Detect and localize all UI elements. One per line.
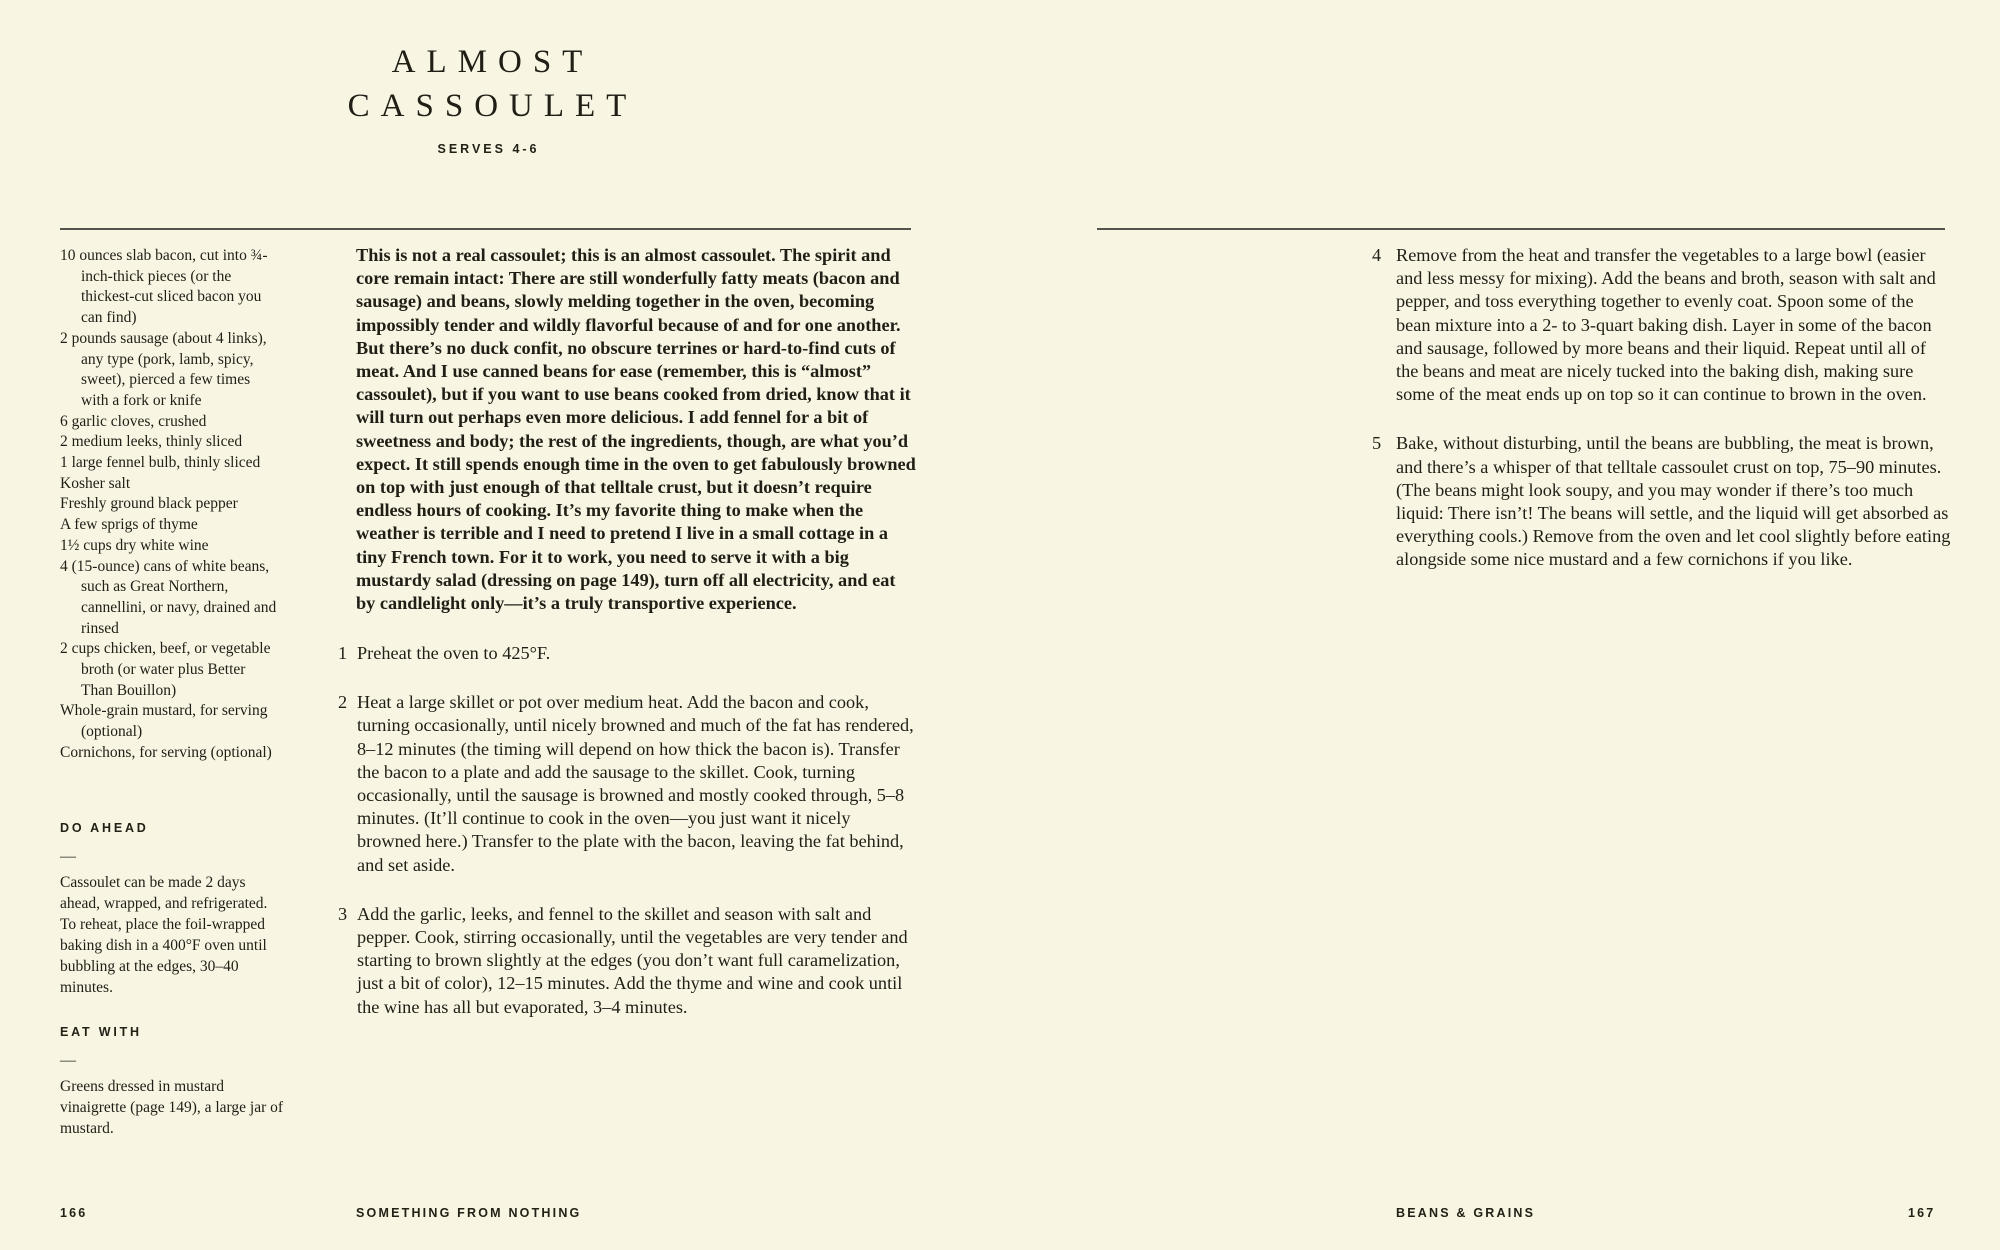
- ingredient-item: 10 ounces slab bacon, cut into ¾-inch-thick pieces (or the thickest-cut sliced bacon you can find): [60, 247, 268, 327]
- step-number: 3: [338, 903, 348, 924]
- step-number: 5: [1372, 433, 1382, 454]
- page-number-left: 166: [60, 1206, 88, 1220]
- note-body: Cassoulet can be made 2 days ahead, wrapped, and refrigerated. To reheat, place the foil-wrapped baking dish in a 400°F oven until bubbling at the edges, 30–40 minutes.: [60, 874, 268, 996]
- divider-rule-right: [1097, 228, 1945, 230]
- ingredient-item: A few sprigs of thyme: [60, 516, 198, 534]
- step-number: 2: [338, 692, 348, 713]
- ingredient-item: Whole-grain mustard, for serving (optional): [60, 702, 268, 741]
- ingredient-item: 2 medium leeks, thinly sliced: [60, 433, 243, 451]
- note-dash: —: [60, 1052, 76, 1069]
- steps-left-page: [338, 642, 914, 1045]
- step-text: Remove from the heat and transfer the vegetables to a large bowl (easier and less messy for mixing). Add the beans and broth, season with salt and pepper, and toss everything together to evenly coat. Spoon some of the bean mixture into a 2- to 3-quart baking dish. Layer in some of the bacon and sausage, followed by more beans and their liquid. Repeat until all of the beans and meat are nicely tucked into the baking dish, making sure some of the meat ends up on top so it can continue to brown in the oven.: [1396, 245, 1936, 405]
- recipe-title: [317, 40, 657, 128]
- note-heading: EAT WITH: [60, 1025, 142, 1039]
- recipe-step: [1372, 432, 1952, 571]
- steps-right-page: [1372, 244, 1952, 598]
- ingredient-item: Kosher salt: [60, 474, 131, 492]
- recipe-title-line-1: ALMOST: [391, 44, 594, 80]
- ingredient-item: 1 large fennel bulb, thinly sliced: [60, 454, 261, 472]
- ingredient-item: 2 cups chicken, beef, or vegetable broth (or water plus Better Than Bouillon): [60, 640, 271, 699]
- note-heading: DO AHEAD: [60, 821, 149, 835]
- note-block: [60, 818, 284, 998]
- step-number: 4: [1372, 245, 1382, 265]
- recipe-step: [338, 903, 914, 1019]
- step-text: Bake, without disturbing, until the beans are bubbling, the meat is brown, and there’s a whisper of that telltale cassoulet crust on top, 75–90 minutes. (The beans might look soupy, and you may wonder if there’s too much liquid: There isn’t! The beans will settle, and the liquid will get absorbed as everything cools.) Remove from the oven and let cool slightly before eating alongside some nice mustard and a few cornichons if you like.: [1396, 433, 1951, 570]
- ingredient-item: Freshly ground black pepper: [60, 495, 238, 513]
- chapter-title-footer: BEANS & GRAINS: [1396, 1206, 1536, 1220]
- note-dash: —: [60, 848, 76, 865]
- serves-label: SERVES 4-6: [437, 142, 540, 156]
- note-block: [60, 1022, 284, 1139]
- ingredient-item: 6 garlic cloves, crushed: [60, 412, 207, 430]
- page-number-right: 167: [1908, 1206, 1936, 1220]
- ingredient-item: 2 pounds sausage (about 4 links), any type (pork, lamb, spicy, sweet), pierced a few times with a fork or knife: [60, 329, 267, 409]
- recipe-title-block: [317, 40, 657, 158]
- recipe-intro: This is not a real cassoulet; this is an almost cassoulet. The spirit and core remain intact: There are still wonderfully fatty meats (bacon and sausage) and beans, slowly melding together in the oven, becoming impossibly tender and wildly flavorful because of and for one another. But there’s no duck confit, no obscure terrines or hard-to-find cuts of meat. And I use canned beans for ease (remember, this is “almost” cassoulet), but if you want to use beans cooked from dried, know that it will turn out perhaps even more delicious. I add fennel for a bit of sweetness and body; the rest of the ingredients, though, are what you’d expect. It still spends enough time in the oven to get fabulously browned on top with just enough of that telltale crust, but it doesn’t require endless hours of cooking. It’s my favorite thing to make when the weather is terrible and I need to pretend I live in a small cottage in a tiny French town. For it to work, you need to serve it with a big mustardy salad (dressing on page 149), turn off all electricity, and eat by candlelight only—it’s a truly transportive experience.: [356, 245, 916, 614]
- step-number: 1: [338, 643, 348, 663]
- note-body: Greens dressed in mustard vinaigrette (page 149), a large jar of mustard.: [60, 1078, 284, 1137]
- step-text: Preheat the oven to 425°F.: [357, 643, 551, 663]
- ingredients-list: [60, 246, 278, 764]
- book-title-footer: SOMETHING FROM NOTHING: [356, 1206, 582, 1220]
- divider-rule-left: [60, 228, 911, 230]
- step-text: Heat a large skillet or pot over medium heat. Add the bacon and cook, turning occasionally, until nicely browned and much of the fat has rendered, 8–12 minutes (the timing will depend on how thick the bacon is). Transfer the bacon to a plate and add the sausage to the skillet. Cook, turning occasionally, until the sausage is browned and mostly cooked through, 5–8 minutes. (It’ll continue to cook in the oven—you just want it nicely browned here.) Transfer to the plate with the bacon, leaving the fat behind, and set aside.: [357, 692, 914, 875]
- ingredient-item: 4 (15-ounce) cans of white beans, such as Great Northern, cannellini, or navy, drained and rinsed: [60, 557, 277, 637]
- recipe-step: [1372, 244, 1952, 406]
- recipe-notes: [60, 818, 284, 1163]
- ingredient-item: Cornichons, for serving (optional): [60, 743, 272, 761]
- recipe-title-line-2: CASSOULET: [347, 88, 638, 124]
- step-text: Add the garlic, leeks, and fennel to the skillet and season with salt and pepper. Cook, stirring occasionally, until the vegetables are very tender and starting to brown slightly at the edges (you don’t want full caramelization, just a bit of color), 12–15 minutes. Add the thyme and wine and cook until the wine has all but evaporated, 3–4 minutes.: [357, 903, 908, 1017]
- recipe-step: [338, 642, 914, 665]
- recipe-step: [338, 691, 914, 877]
- ingredient-item: 1½ cups dry white wine: [60, 536, 209, 554]
